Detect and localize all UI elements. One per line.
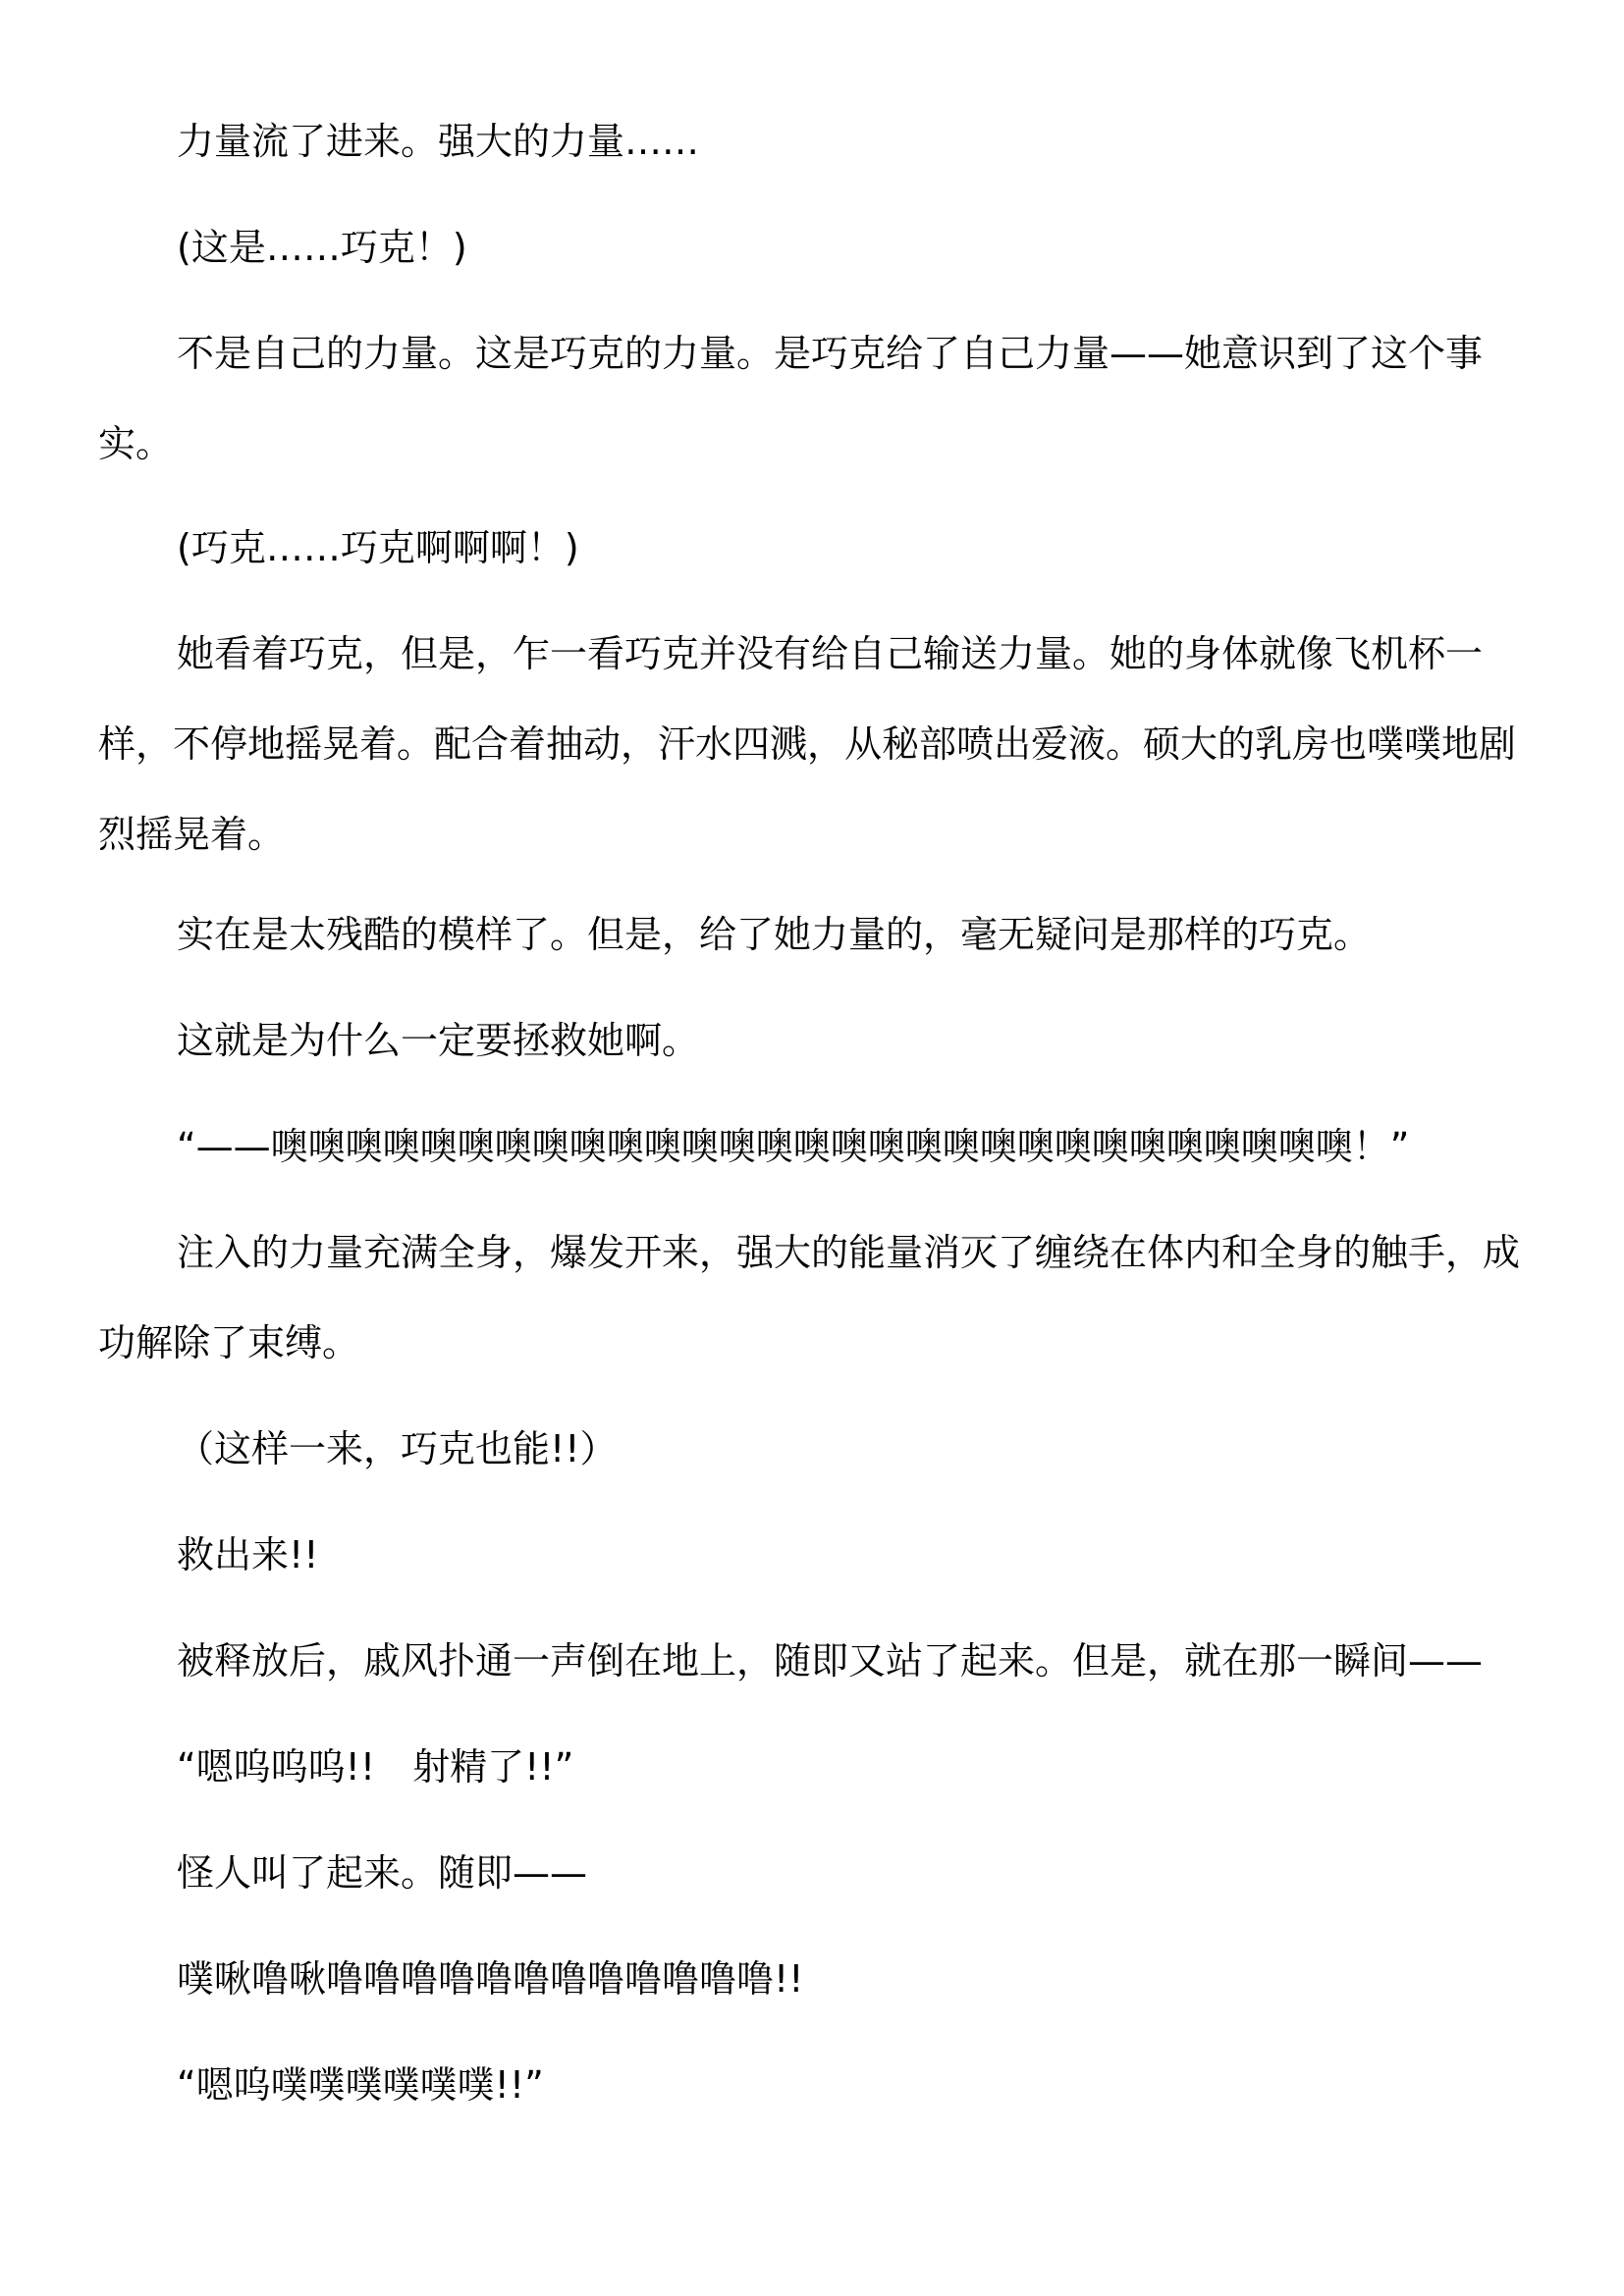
paragraph-15: 噗啾噜啾噜噜噜噜噜噜噜噜噜噜噜噜!!	[177, 1957, 804, 2001]
paragraph-16: “嗯呜噗噗噗噗噗噗!!”	[177, 2063, 544, 2107]
paragraph-6: 实在是太残酷的模样了。但是，给了她力量的，毫无疑问是那样的巧克。	[177, 913, 1372, 956]
paragraph-9: 注入的力量充满全身，爆发开来，强大的能量消灭了缠绕在体内和全身的触手，成功解除了束缚。	[98, 1231, 1521, 1364]
paragraph-4: (巧克……巧克啊啊啊！)	[177, 526, 579, 569]
paragraph-1: 力量流了进来。强大的力量……	[177, 120, 700, 163]
paragraph-13: “嗯呜呜呜!! 射精了!!”	[177, 1745, 574, 1789]
paragraph-7: 这就是为什么一定要拯救她啊。	[177, 1019, 700, 1062]
paragraph-14: 怪人叫了起来。随即——	[177, 1851, 588, 1895]
paragraph-5: 她看着巧克，但是，乍一看巧克并没有给自己输送力量。她的身体就像飞机杯一样，不停地摇晃着。配合着抽动，汗水四溅，从秘部喷出爱液。硕大的乳房也噗噗地剧烈摇晃着。	[98, 632, 1517, 856]
paragraph-11: 救出来!!	[177, 1533, 319, 1576]
paragraph-8: “——噢噢噢噢噢噢噢噢噢噢噢噢噢噢噢噢噢噢噢噢噢噢噢噢噢噢噢噢噢！”	[177, 1125, 1410, 1168]
paragraph-12: 被释放后，戚风扑通一声倒在地上，随即又站了起来。但是，就在那一瞬间——	[177, 1639, 1484, 1682]
paragraph-3: 不是自己的力量。这是巧克的力量。是巧克给了自己力量——她意识到了这个事实。	[98, 332, 1484, 465]
paragraph-10: （这样一来，巧克也能!!）	[177, 1427, 618, 1470]
paragraph-2: (这是……巧克！)	[177, 226, 467, 269]
